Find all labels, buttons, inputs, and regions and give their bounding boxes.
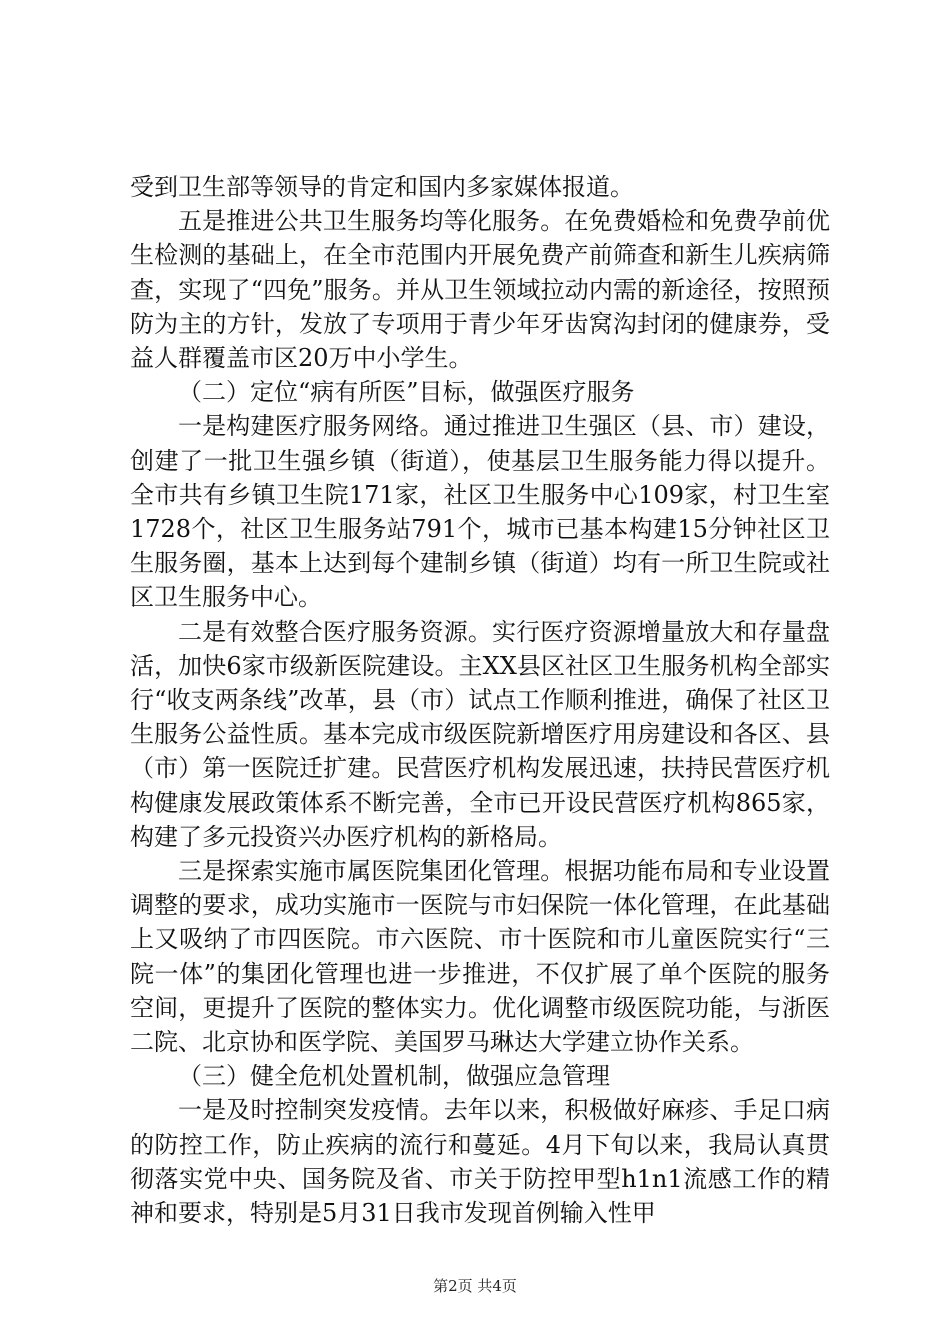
paragraph: 一是构建医疗服务网络。通过推进卫生强区（县、市）建设，创建了一批卫生强乡镇（街道），使基层卫生服务能力得以提升。全市共有乡镇卫生院171家，社区卫生服务中心109家，村卫生室1728个，社区卫生服务站791个，城市已基本构建15分钟社区卫生服务圈，基本上达到每个建制乡镇（街道）均有一所卫生院或社区卫生服务中心。: [130, 412, 830, 612]
paragraph: 五是推进公共卫生服务均等化服务。在免费婚检和免费孕前优生检测的基础上，在全市范围内开展免费产前筛查和新生儿疾病筛查，实现了“四免”服务。并从卫生领域拉动内需的新途径，按照预防为主的方针，发放了专项用于青少年牙齿窝沟封闭的健康券，受益人群覆盖市区20万中小学生。: [130, 207, 830, 373]
document-body: [130, 170, 830, 1230]
section-heading: （二）定位“病有所医”目标，做强医疗服务: [178, 378, 635, 407]
paragraph: 一是及时控制突发疫情。去年以来，积极做好麻疹、手足口病的防控工作，防止疾病的流行和蔓延。4月下旬以来，我局认真贯彻落实党中央、国务院及省、市关于防控甲型h1n1流感工作的精神和要求，特别是5月31日我市发现首例输入性甲: [130, 1096, 830, 1228]
paragraph: 受到卫生部等领导的肯定和国内多家媒体报道。: [130, 173, 634, 201]
section-heading: （三）健全危机处置机制，做强应急管理: [178, 1062, 610, 1091]
page-number-footer: 第2页 共4页: [433, 1277, 517, 1295]
paragraph: 三是探索实施市属医院集团化管理。根据功能布局和专业设置调整的要求，成功实施市一医院与市妇保院一体化管理，在此基础上又吸纳了市四医院。市六医院、市十医院和市儿童医院实行“三院一体”的集团化管理也进一步推进，不仅扩展了单个医院的服务空间，更提升了医院的整体实力。优化调整市级医院功能，与浙医二院、北京协和医学院、美国罗马琳达大学建立协作关系。: [130, 857, 830, 1057]
paragraph: 二是有效整合医疗服务资源。实行医疗资源增量放大和存量盘活，加快6家市级新医院建设。主XX县区社区卫生服务机构全部实行“收支两条线”改革，县（市）试点工作顺利推进，确保了社区卫生服务公益性质。基本完成市级医院新增医疗用房建设和各区、县（市）第一医院迁扩建。民营医疗机构发展迅速，扶持民营医疗机构健康发展政策体系不断完善，全市已开设民营医疗机构865家，构建了多元投资兴办医疗机构的新格局。: [130, 617, 830, 851]
